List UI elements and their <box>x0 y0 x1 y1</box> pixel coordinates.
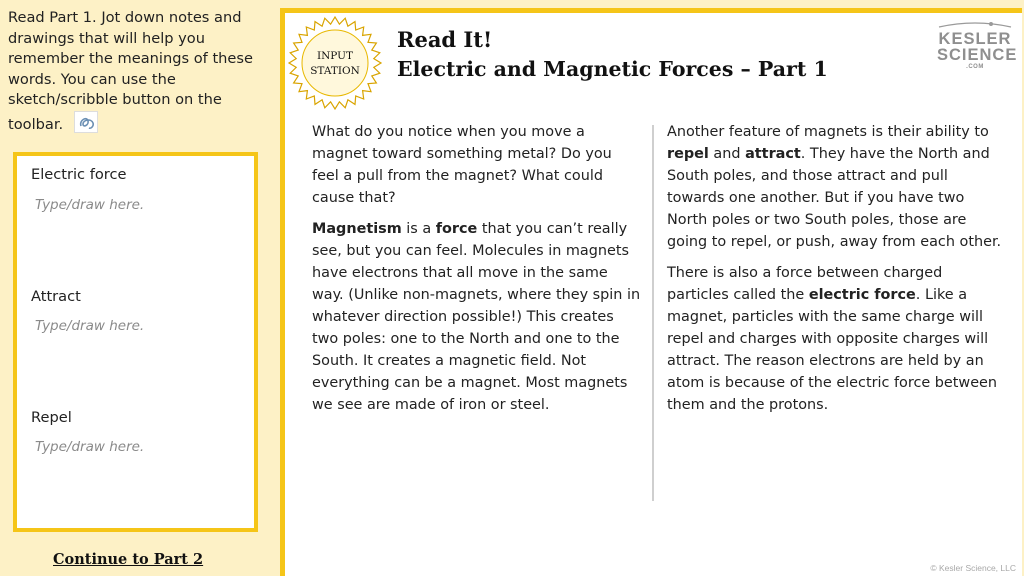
right-column <box>667 121 1007 425</box>
right-p1-a: Another feature of magnets is their ability to <box>667 124 989 140</box>
left-paragraph-2 <box>312 218 642 416</box>
kesler-science-logo <box>937 21 1018 71</box>
logo-line1: KESLER <box>938 30 1012 48</box>
right-p1-e: . They have the North and South poles, and those attract and pull towards one another. But if you have two North poles or two South poles, those are going to repel, or push, away from each other. <box>667 146 1002 250</box>
term-label-electric-force: Electric force <box>31 166 127 183</box>
electric-force-input[interactable] <box>35 194 235 216</box>
input-station-badge <box>287 15 383 111</box>
copyright: © Kesler Science, LLC <box>930 563 1016 573</box>
page-title: Read It! <box>397 27 493 52</box>
term-force: force <box>435 221 478 237</box>
right-paragraph-2 <box>667 262 1007 416</box>
attract-input[interactable] <box>35 315 235 337</box>
term-electric-force: electric force <box>808 287 916 303</box>
left-p2-mid: is a <box>401 221 436 237</box>
left-paragraph-1: What do you notice when you move a magnet toward something metal? Do you feel a pull from the magnet? What could cause that? <box>312 124 612 206</box>
reading-card <box>280 8 1022 576</box>
term-magnetism: Magnetism <box>312 221 402 237</box>
right-p2-c: . Like a magnet, particles with the same charge will repel and charges with opposite charges will attract. The reason electrons are held by an atom is because of the electric force between them and the protons. <box>667 287 998 413</box>
right-p2-a: There is also a force between charged particles called the <box>667 265 943 303</box>
right-paragraph-1 <box>667 121 1007 253</box>
badge-line2: STATION <box>310 65 360 77</box>
instructions <box>8 8 270 135</box>
left-p2-rest: that you can’t really see, but you can feel. Molecules in magnets have electrons that all move in the same way. (Unlike non-magnets, where they spin in whatever direction possible!) This creates two poles: one to the North and one to the South. It creates a magnetic field. Not everything can be a magnet. Most magnets we see are made of iron or steel. <box>312 221 641 413</box>
continue-to-part-2-link[interactable]: Continue to Part 2 <box>53 551 204 568</box>
logo-sub: .COM <box>966 64 984 70</box>
repel-input[interactable] <box>35 436 235 458</box>
term-repel: repel <box>667 146 709 162</box>
right-p1-c: and <box>708 146 746 162</box>
badge-line1: INPUT <box>316 50 354 62</box>
page-subtitle: Electric and Magnetic Forces – Part 1 <box>397 57 828 81</box>
column-divider <box>652 125 654 501</box>
logo-line2: SCIENCE <box>937 46 1018 64</box>
instructions-text: Read Part 1. Jot down notes and drawings that will help you remember the meanings of these words. You can use the sketch/scribble button on the toolbar. <box>8 9 253 133</box>
notes-box <box>13 152 258 532</box>
scribble-icon[interactable] <box>74 111 98 133</box>
term-attract: attract <box>745 146 801 162</box>
term-label-attract: Attract <box>31 288 81 305</box>
left-column <box>312 121 642 425</box>
starburst-badge-icon <box>287 15 383 111</box>
term-label-repel: Repel <box>31 409 72 426</box>
